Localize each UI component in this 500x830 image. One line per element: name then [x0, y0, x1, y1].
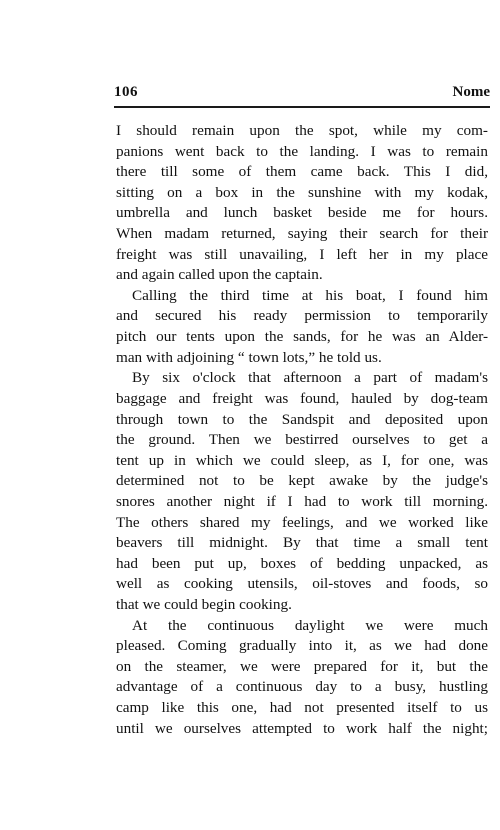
- text-line: there till some of them came back. This I did,: [116, 163, 488, 181]
- text-line: beavers till midnight. By that time a small tent: [116, 534, 488, 552]
- running-header: [114, 84, 490, 108]
- text-line: well as cooking utensils, oil-stoves and foods, so: [116, 575, 488, 593]
- text-line: and secured his ready permission to temporarily: [116, 307, 488, 325]
- body-text: [116, 121, 488, 739]
- page-number: 106: [114, 84, 138, 100]
- text-line: camp like this one, had not presented itself to us: [116, 699, 488, 717]
- text-line: snores another night if I had to work till morning.: [116, 492, 488, 510]
- text-line: on the steamer, we were prepared for it, but the: [116, 657, 488, 675]
- text-line: pleased. Coming gradually into it, as we had done: [116, 637, 488, 655]
- running-title: Nome: [452, 84, 490, 100]
- text-line: sitting on a box in the sunshine with my kodak,: [116, 183, 488, 201]
- text-line: the ground. Then we bestirred ourselves to get a: [116, 431, 488, 449]
- text-line: had been put up, boxes of bedding unpacked, as: [116, 554, 488, 572]
- text-line: The others shared my feelings, and we worked like: [116, 513, 488, 531]
- text-line: and again called upon the captain.: [116, 266, 323, 284]
- text-line: When madam returned, saying their search for their: [116, 225, 488, 243]
- text-line: panions went back to the landing. I was to remain: [116, 142, 488, 160]
- text-line: pitch our tents upon the sands, for he was an Alder-: [116, 328, 488, 346]
- text-line: umbrella and lunch basket beside me for hours.: [116, 204, 488, 222]
- text-line: Calling the third time at his boat, I found him: [132, 286, 488, 304]
- text-line: determined not to be kept awake by the judge's: [116, 472, 488, 490]
- text-line: until we ourselves attempted to work half the night;: [116, 719, 488, 737]
- text-line: man with adjoining “ town lots,” he told us.: [116, 348, 382, 366]
- text-line: tent up in which we could sleep, as I, for one, was: [116, 451, 488, 469]
- text-line: that we could begin cooking.: [116, 596, 292, 614]
- text-line: baggage and freight was found, hauled by dog-team: [116, 389, 488, 407]
- text-line: I should remain upon the spot, while my com-: [116, 122, 488, 139]
- text-line: through town to the Sandspit and deposited upon: [116, 410, 488, 428]
- text-line: By six o'clock that afternoon a part of madam's: [132, 369, 488, 387]
- text-line: freight was still unavailing, I left her in my place: [116, 245, 488, 263]
- text-line: At the continuous daylight we were much: [132, 616, 488, 634]
- text-line: advantage of a continuous day to a busy, hustling: [116, 678, 488, 696]
